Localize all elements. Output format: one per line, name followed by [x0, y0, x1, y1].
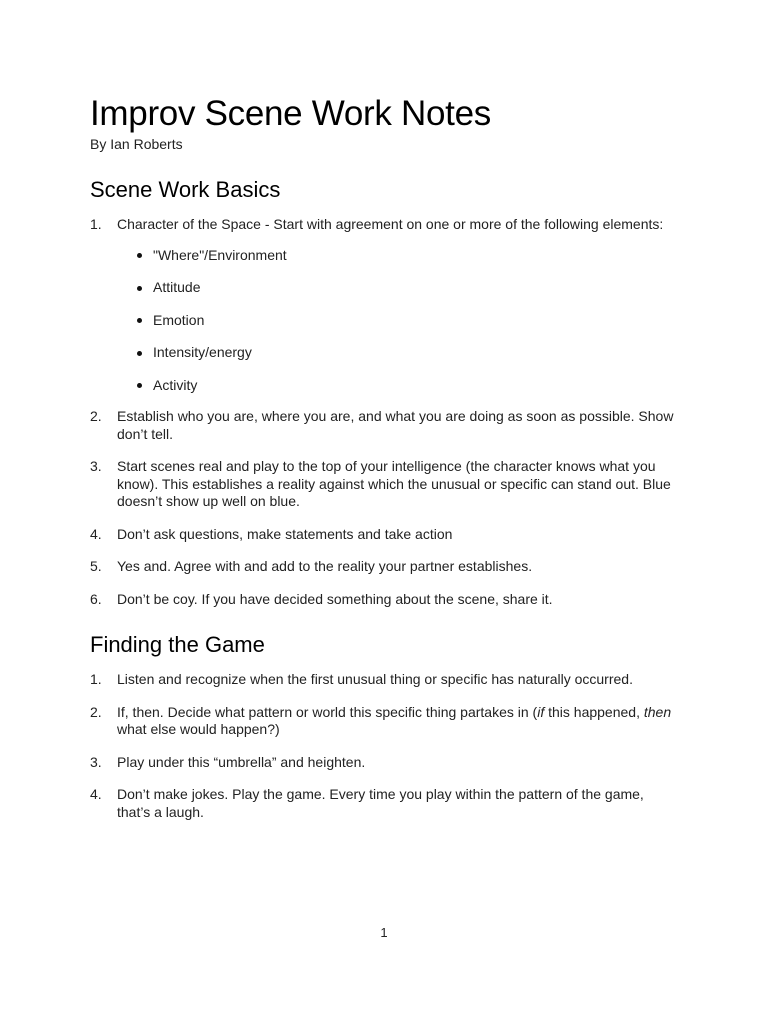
bullet-icon [137, 318, 142, 323]
list-item-number: 2. [90, 408, 102, 424]
list-item [90, 458, 680, 511]
list-item [90, 671, 680, 689]
list-item [90, 526, 680, 544]
list-item-text: Play under this “umbrella” and heighten. [117, 753, 366, 770]
section-heading-finding-the-game: Finding the Game [90, 632, 265, 657]
list-item-number: 2. [90, 703, 102, 720]
list-item-text: Yes and. Agree with and add to the reality your partner establishes. [117, 558, 533, 574]
list-item [90, 704, 680, 739]
emphasis-then: then [643, 703, 672, 720]
list-item-number: 4. [90, 786, 102, 802]
list-item-text: Character of the Space - Start with agreement on one or more of the following elements: [117, 216, 664, 232]
bullet-item [117, 279, 680, 297]
list-item-number: 3. [90, 753, 102, 770]
list-item-number: 3. [90, 458, 102, 474]
author-byline: By Ian Roberts [90, 136, 183, 152]
list-item [90, 591, 680, 609]
page-number: 1 [380, 925, 388, 940]
document-page [90, 92, 680, 836]
scene-work-basics-list [90, 216, 680, 608]
list-item-text: Don’t make jokes. Play the game. Every time you play within the pattern of the game, that’s a laugh. [117, 786, 644, 820]
list-item [90, 408, 680, 443]
list-item-text: Don’t ask questions, make statements and take action [117, 525, 453, 542]
section-heading-scene-work-basics: Scene Work Basics [90, 177, 281, 202]
bullet-item [117, 247, 680, 265]
bullet-icon [137, 383, 142, 388]
bullet-item [117, 377, 680, 395]
list-item-number: 5. [90, 558, 102, 574]
list-item [90, 558, 680, 576]
text-segment: this happened, [544, 703, 644, 720]
finding-the-game-list [90, 671, 680, 821]
bullet-icon [137, 286, 142, 291]
elements-bullet-list [117, 247, 680, 395]
list-item-text: Listen and recognize when the first unusual thing or specific has naturally occurred. [117, 671, 633, 687]
bullet-text: Attitude [153, 279, 201, 295]
list-item-text: Establish who you are, where you are, and what you are doing as soon as possible. Show don’t tell. [117, 408, 674, 442]
list-item-text [117, 704, 671, 738]
list-item [90, 216, 680, 394]
bullet-icon [137, 253, 142, 258]
bullet-item [117, 344, 680, 362]
list-item-number: 4. [90, 525, 102, 542]
bullet-item [117, 312, 680, 330]
bullet-text: "Where"/Environment [153, 246, 287, 263]
text-segment: what else would happen?) [117, 721, 280, 737]
list-item-number: 1. [90, 671, 102, 687]
bullet-text: Intensity/energy [153, 344, 252, 360]
list-item-number: 6. [90, 590, 102, 607]
bullet-text: Emotion [153, 311, 205, 328]
list-item-text: Don’t be coy. If you have decided something about the scene, share it. [117, 590, 553, 607]
bullet-icon [137, 351, 142, 356]
list-item-number: 1. [90, 216, 102, 232]
list-item [90, 754, 680, 772]
text-segment: If, then. Decide what pattern or world this specific thing partakes in ( [117, 703, 538, 720]
document-title: Improv Scene Work Notes [90, 94, 491, 133]
emphasis-if: if [537, 703, 545, 720]
bullet-text: Activity [153, 376, 198, 393]
list-item [90, 786, 680, 821]
list-item-text: Start scenes real and play to the top of your intelligence (the character knows what you know). This establishes a reality against which the unusual or specific can stand out. Blue doesn’t show up well on blue. [117, 458, 671, 509]
